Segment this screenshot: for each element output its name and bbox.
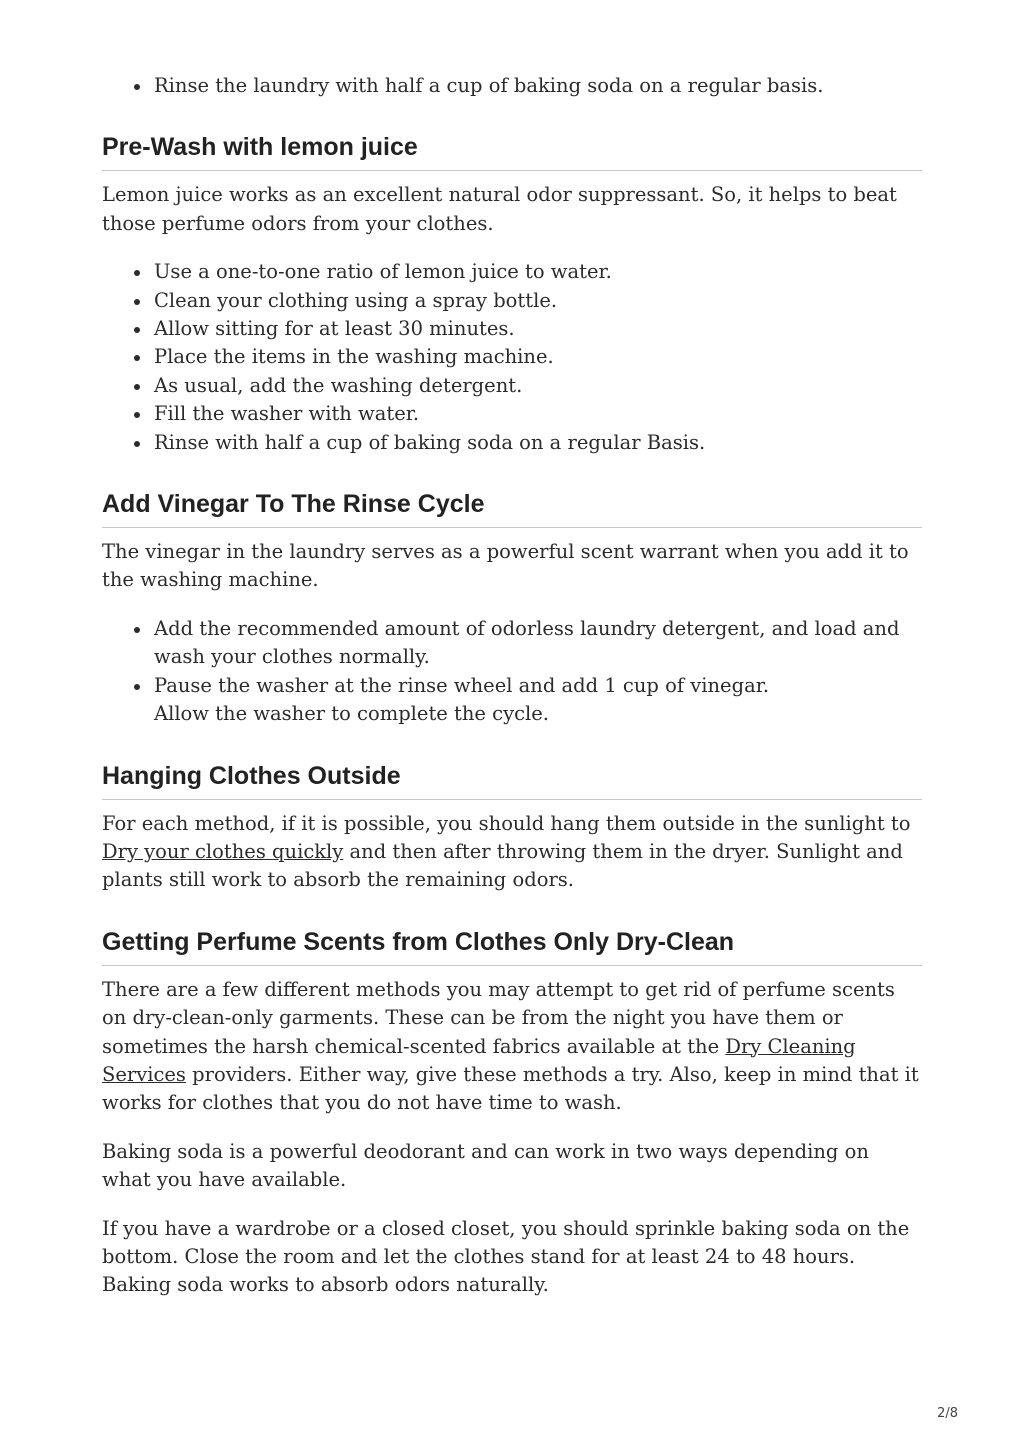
vinegar-list bbox=[102, 615, 922, 729]
paragraph-text: providers. Either way, give these methods a try. Also, keep in mind that it works for clothes that you do not have time to wash. bbox=[102, 1062, 919, 1115]
document-page bbox=[102, 0, 922, 1300]
list-item-continuation: Allow the washer to complete the cycle. bbox=[154, 702, 549, 726]
list-item: Clean your clothing using a spray bottle. bbox=[154, 287, 922, 315]
list-item: Use a one-to-one ratio of lemon juice to water. bbox=[154, 258, 922, 286]
list-item: As usual, add the washing detergent. bbox=[154, 372, 922, 400]
lemon-list bbox=[102, 258, 922, 457]
heading-dryclean: Getting Perfume Scents from Clothes Only Dry-Clean bbox=[102, 927, 922, 966]
paragraph-dryclean-2: Baking soda is a powerful deodorant and can work in two ways depending on what you have available. bbox=[102, 1139, 869, 1192]
list-item: Add the recommended amount of odorless laundry detergent, and load and wash your clothes normally. bbox=[154, 615, 922, 672]
page-number: 2/8 bbox=[937, 1406, 958, 1421]
dry-clothes-link[interactable]: Dry your clothes quickly bbox=[102, 839, 344, 863]
paragraph-lemon: Lemon juice works as an excellent natural odor suppressant. So, it helps to beat those perfume odors from your clothes. bbox=[102, 183, 897, 235]
dry-cleaning-services-link[interactable]: Dry Cleaning Services bbox=[102, 1034, 856, 1086]
heading-hanging: Hanging Clothes Outside bbox=[102, 761, 922, 800]
list-item: Allow sitting for at least 30 minutes. bbox=[154, 315, 922, 343]
paragraph-text: There are a few different methods you may attempt to get rid of perfume scents on dry-clean-only garments. These can be from the night you have them or sometimes the harsh chemical-scented fabrics available at the bbox=[102, 977, 895, 1058]
list-item-text: Pause the washer at the rinse wheel and add 1 cup of vinegar. bbox=[154, 673, 770, 697]
list-item: Place the items in the washing machine. bbox=[154, 343, 922, 371]
list-item: Rinse the laundry with half a cup of baking soda on a regular basis. bbox=[154, 72, 922, 100]
list-item bbox=[154, 672, 922, 729]
paragraph-hanging bbox=[102, 810, 922, 895]
paragraph-vinegar: The vinegar in the laundry serves as a powerful scent warrant when you add it to the washing machine. bbox=[102, 540, 909, 592]
paragraph-dryclean-3: If you have a wardrobe or a closed closet, you should sprinkle baking soda on the bottom. Close the room and let the clothes stand for at least 24 to 48 hours. Baking soda works to absorb odors naturally. bbox=[102, 1216, 910, 1297]
intro-list bbox=[102, 72, 922, 100]
list-item: Rinse with half a cup of baking soda on a regular Basis. bbox=[154, 429, 922, 457]
paragraph-text: and then after throwing them in the dryer. Sunlight and plants still work to absorb the remaining odors. bbox=[102, 839, 903, 892]
paragraph-text: For each method, if it is possible, you should hang them outside in the sunlight to bbox=[102, 811, 911, 835]
list-item: Fill the washer with water. bbox=[154, 400, 922, 428]
paragraph-dryclean-1 bbox=[102, 976, 922, 1118]
heading-lemon: Pre-Wash with lemon juice bbox=[102, 132, 922, 171]
heading-vinegar: Add Vinegar To The Rinse Cycle bbox=[102, 489, 922, 528]
